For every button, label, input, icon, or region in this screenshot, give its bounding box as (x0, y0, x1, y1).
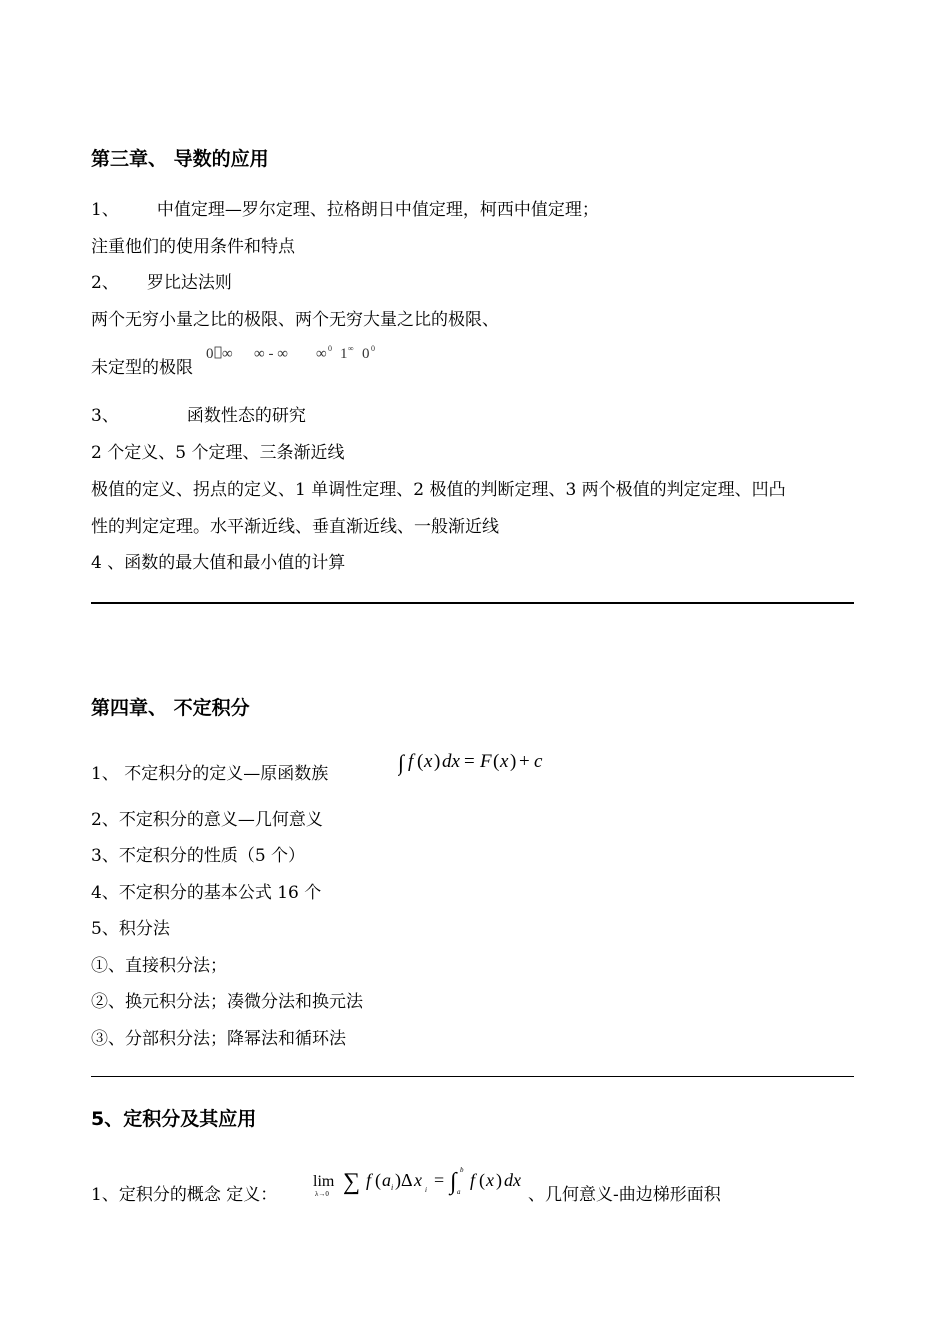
ch3-item-1-text: 中值定理—罗尔定理、拉格朗日中值定理，柯西中值定理； (156, 200, 599, 220)
svg-text:)Δ: )Δ (395, 1170, 413, 1190)
svg-text:b: b (460, 1166, 464, 1174)
svg-text:+: + (519, 751, 530, 772)
svg-text:1: 1 (340, 346, 348, 362)
ch3-item-1-note: 注重他们的使用条件和特点 (91, 237, 295, 257)
svg-text:0: 0 (362, 346, 370, 362)
ch3-item-3-text: 函数性态的研究 (186, 406, 306, 426)
svg-text:∞: ∞ (348, 344, 355, 353)
svg-text:=: = (434, 1170, 445, 1190)
svg-text:∞: ∞ (222, 346, 234, 362)
svg-text:): ) (434, 751, 441, 772)
indeterminate-forms-label: 未定型的极限 (91, 358, 193, 378)
svg-text:a: a (457, 1188, 461, 1196)
svg-text:∞: ∞ (316, 346, 328, 362)
ch3-item-2-num: 2、 (91, 273, 119, 293)
ch3-item-3-c: 性的判定定理。水平渐近线、垂直渐近线、一般渐近线 (91, 517, 499, 537)
ch3-item-3-num: 3、 (91, 406, 119, 426)
svg-text:∞ - ∞: ∞ - ∞ (254, 346, 289, 362)
svg-text:f: f (470, 1170, 476, 1190)
ch3-item-3-b: 极值的定义、拐点的定义、1 单调性定理、2 极值的判断定理、3 两个极值的判定定理、凹凸 (91, 480, 786, 500)
svg-text:): ) (510, 751, 517, 772)
definite-integral-formula-svg (310, 1162, 535, 1202)
ch4-item-1: 1、 不定积分的定义—原函数族 (91, 764, 329, 784)
svg-text:x: x (486, 1170, 494, 1190)
method-direct: ①、直接积分法； (91, 956, 227, 976)
method-by-parts: ③、分部积分法；降幂法和循环法 (91, 1029, 346, 1049)
svg-text:λ→0: λ→0 (315, 1190, 329, 1198)
svg-text:i: i (391, 1183, 394, 1192)
svg-text:a: a (382, 1170, 391, 1190)
chapter5-title: 5、定积分及其应用 (91, 1108, 257, 1130)
ch4-item-4: 4、不定积分的基本公式 16 个 (91, 883, 322, 903)
antiderivative-formula-svg (398, 748, 558, 778)
ch3-item-4: 4 、函数的最大值和最小值的计算 (91, 553, 346, 573)
svg-text:f: f (366, 1170, 372, 1190)
ch4-item-3: 3、不定积分的性质（5 个） (91, 846, 306, 866)
svg-text:lim: lim (313, 1173, 335, 1190)
ch4-item-2: 2、不定积分的意义—几何意义 (91, 810, 323, 830)
ch4-item-5: 5、积分法 (91, 919, 170, 939)
definite-integral-suffix: 、几何意义-曲边梯形面积 (528, 1185, 721, 1205)
antiderivative-formula (398, 748, 558, 782)
svg-text:(: ( (375, 1170, 381, 1190)
section-divider-1 (91, 602, 854, 604)
definite-integral-prefix: 1、定积分的概念 定义： (91, 1185, 278, 1205)
svg-text:f: f (408, 751, 414, 772)
svg-text:dx: dx (504, 1170, 521, 1190)
definite-integral-formula (310, 1162, 535, 1206)
indeterminate-forms-formula (206, 344, 386, 370)
svg-text:F: F (480, 751, 492, 772)
svg-text:x: x (500, 751, 509, 772)
svg-text:(: ( (417, 751, 424, 772)
chapter4-title: 第四章、 不定积分 (91, 697, 250, 719)
indeterminate-forms-svg (206, 343, 386, 365)
svg-text:): ) (496, 1170, 502, 1190)
ch3-item-1-num: 1、 (91, 200, 119, 220)
svg-text:∫: ∫ (398, 750, 405, 775)
svg-text:x: x (414, 1170, 422, 1190)
svg-text:0: 0 (206, 346, 214, 362)
ch3-item-1 (91, 199, 599, 221)
ch3-item-2 (91, 272, 232, 294)
svg-text:(: ( (479, 1170, 485, 1190)
svg-text:=: = (464, 751, 475, 772)
svg-text:∑: ∑ (343, 1169, 361, 1195)
method-substitution: ②、换元积分法；凑微分法和换元法 (91, 992, 363, 1012)
ch3-item-2-note: 两个无穷小量之比的极限、两个无穷大量之比的极限、 (91, 310, 499, 330)
chapter3-title: 第三章、 导数的应用 (91, 148, 269, 170)
svg-text:c: c (534, 751, 543, 772)
ch3-item-3 (91, 405, 306, 427)
ch3-item-3-a: 2 个定义、5 个定理、三条渐近线 (91, 443, 345, 463)
svg-text:x: x (424, 751, 433, 772)
svg-text:0: 0 (328, 344, 333, 353)
svg-text:0: 0 (371, 344, 376, 353)
definite-integral-line (91, 1184, 277, 1206)
indeterminate-forms-line (91, 344, 386, 379)
svg-text:i: i (425, 1186, 427, 1194)
section-divider-2 (91, 1076, 854, 1077)
svg-text:∫: ∫ (450, 1169, 457, 1195)
svg-text:dx: dx (442, 751, 460, 772)
ch3-item-2-text: 罗比达法则 (146, 273, 232, 293)
svg-text:(: ( (493, 751, 500, 772)
